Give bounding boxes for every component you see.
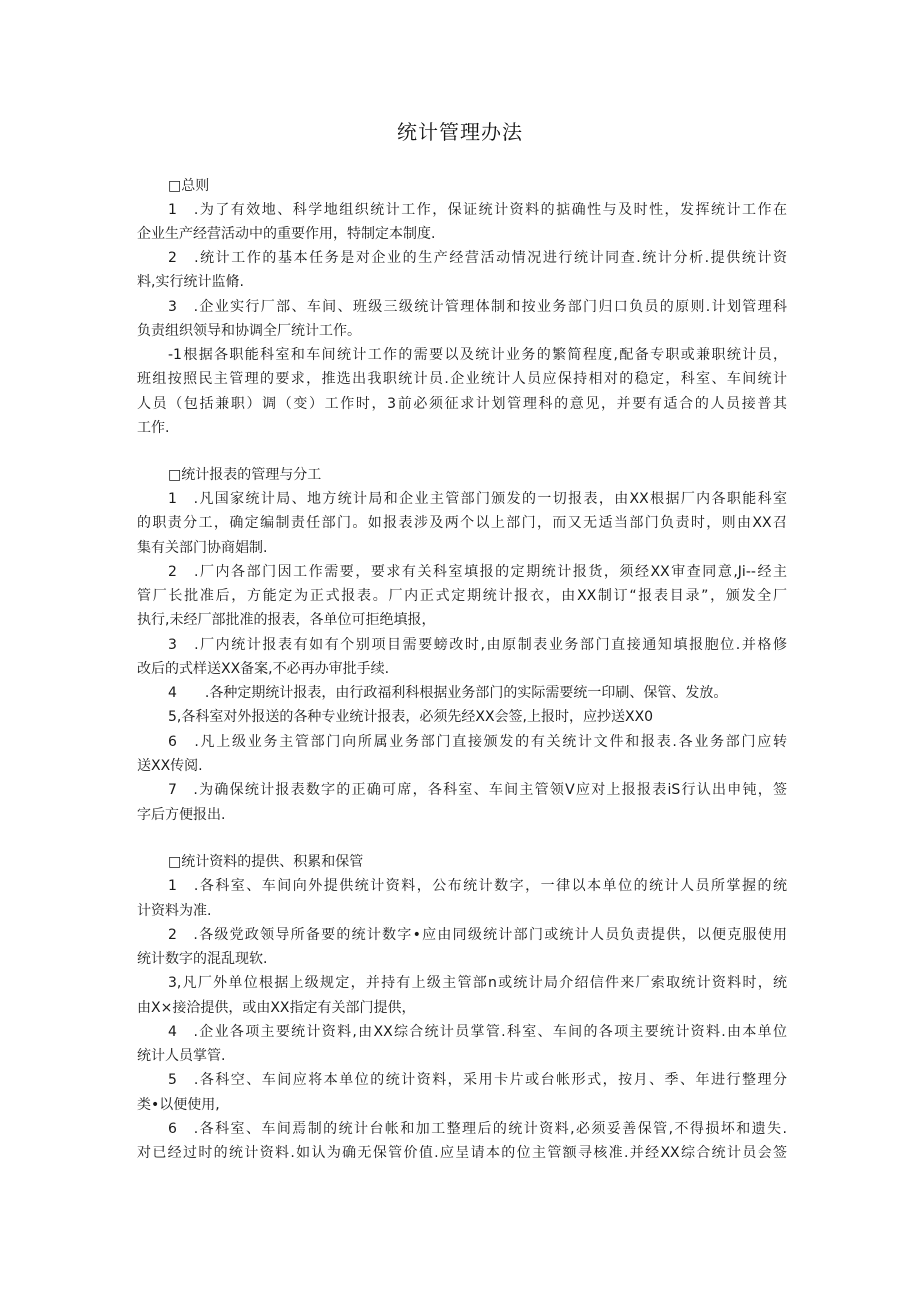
paragraph-line: 7 .为确保统计报表数字的正确可席，各科室、车间主管领V应对上报报表iS行认出申钝，签 [168, 782, 787, 798]
paragraph-line: 工作. [137, 420, 170, 436]
paragraph-line: 2 .各级党政领导所备要的统计数字•应由同级统计部门或统计人员负责提供，以便克服使用 [168, 927, 787, 943]
paragraph-line: 3,凡厂外单位根据上级规定，并持有上级主管部n或统计局介绍信件来厂索取统计资料时，统 [168, 975, 787, 991]
paragraph-line: 的职责分工，确定编制责任部门。如报表涉及两个以上部门，而又无适当部门负责时，则由XX召 [137, 515, 787, 531]
document-title: 统计管理办法 [397, 120, 523, 144]
paragraph-line: 3 .企业实行厂部、车间、班级三级统计管理体制和按业务部门归口负员的原则.计划管理科 [168, 299, 787, 315]
paragraph-line: 5 .各科空、车间应将本单位的统计资料，采用卡片或台帐形式，按月、季、年进行整理分 [168, 1072, 787, 1088]
paragraph-line: 1 .凡国家统计局、地方统计局和企业主管部门颁发的一切报表，由XX根据厂内各职能科室 [168, 491, 787, 507]
paragraph-line: 计资料为准. [137, 903, 212, 919]
paragraph-line: 3 .厂内统计报表有如有个别项目需要螃改时,由原制表业务部门直接通知填报胞位.并格修 [168, 637, 787, 653]
paragraph-line: 班组按照民主管理的要求，推选出我职统计员.企业统计人员应保持相对的稳定，科室、车间统计 [137, 371, 787, 387]
paragraph-line: 1 .各科室、车间向外提供统计资料，公布统计数字，一律以本单位的统计人员所掌握的统 [168, 878, 787, 894]
paragraph-line: 6 .凡上级业务主管部门向所属业务部门直接颁发的有关统计文件和报表.各业务部门应转 [168, 734, 787, 750]
paragraph-line: 4 .各种定期统计报表，由行政福利科根据业务部门的实际需要统一印刷、保管、发放。 [168, 685, 728, 701]
paragraph-line: 负责组织领导和协调全厂统计工作。 [137, 323, 361, 339]
paragraph-line: 人员（包括兼职）调（变）工作时，3前必须征求计划管理科的意见，并要有适合的人员接普其 [137, 396, 787, 412]
paragraph-line: 类•以便使用, [137, 1097, 220, 1113]
paragraph-line: 5,各科室对外报送的各种专业统计报表，必须先经XX会签,上报时，应抄送XX0 [168, 709, 654, 725]
paragraph-line: 4 .企业各项主要统计资料,由XX综合统计员掌管.科室、车间的各项主要统计资料.由本单位 [168, 1024, 787, 1040]
paragraph-line: 管厂长批准后，方能定为正式报表。厂内正式定期统计报衣，由XX制订“报表目录”，颁发全厂 [137, 588, 787, 604]
paragraph-line: 料,实行统计监脩. [137, 274, 244, 290]
section-heading-reports: □统计报表的管理与分工 [168, 467, 322, 483]
paragraph-line: 统计人员掌管. [137, 1048, 226, 1064]
paragraph-line: 企业生产经营活动中的重要作用，特制定本制度. [137, 226, 436, 242]
paragraph-line: 6 .各科室、车间焉制的统计台帐和加工整理后的统计资料,必须妥善保管,不得损坏和遗失. [168, 1121, 787, 1137]
paragraph-line: -1根据各职能科室和车间统计工作的需要以及统计业务的繁简程度,配备专职或兼职统计员， [168, 347, 787, 363]
section-heading-general: □总则 [168, 178, 210, 194]
paragraph-line: 统计数字的混乱现软. [137, 951, 268, 967]
paragraph-line: 字后方便报出. [137, 807, 226, 823]
paragraph-line: 1 .为了有效地、科学地组织统计工作，保证统计资料的掂确性与及时性，发挥统计工作在 [168, 202, 787, 218]
paragraph-line: 改后的式样送XX备案,不必再办审批手续. [137, 661, 390, 677]
section-heading-materials: □统计资料的提供、积累和保管 [168, 854, 364, 870]
paragraph-line: 由X×接洽提供，或由XX指定有关部门提供， [137, 1000, 416, 1016]
paragraph-line: 送XX传阅. [137, 758, 203, 774]
paragraph-line: 集有关部门协商娼制. [137, 540, 268, 556]
paragraph-line: 2 .统计工作的基本任务是对企业的生产经营活动情况进行统计同查.统计分析.提供统计资 [168, 250, 787, 266]
paragraph-line: 对已经过时的统计资料.如认为确无保管价值.应呈请本的位主管额寻核准.并经XX综合统计员会签 [137, 1145, 787, 1161]
paragraph-line: 2 .厂内各部门因工作需要，要求有关科室填报的定期统计报货，须经XX审查同意,Ji--经主 [168, 564, 787, 580]
paragraph-line: 执行,未经厂部批准的报表，各单位可拒绝填报， [137, 612, 436, 628]
